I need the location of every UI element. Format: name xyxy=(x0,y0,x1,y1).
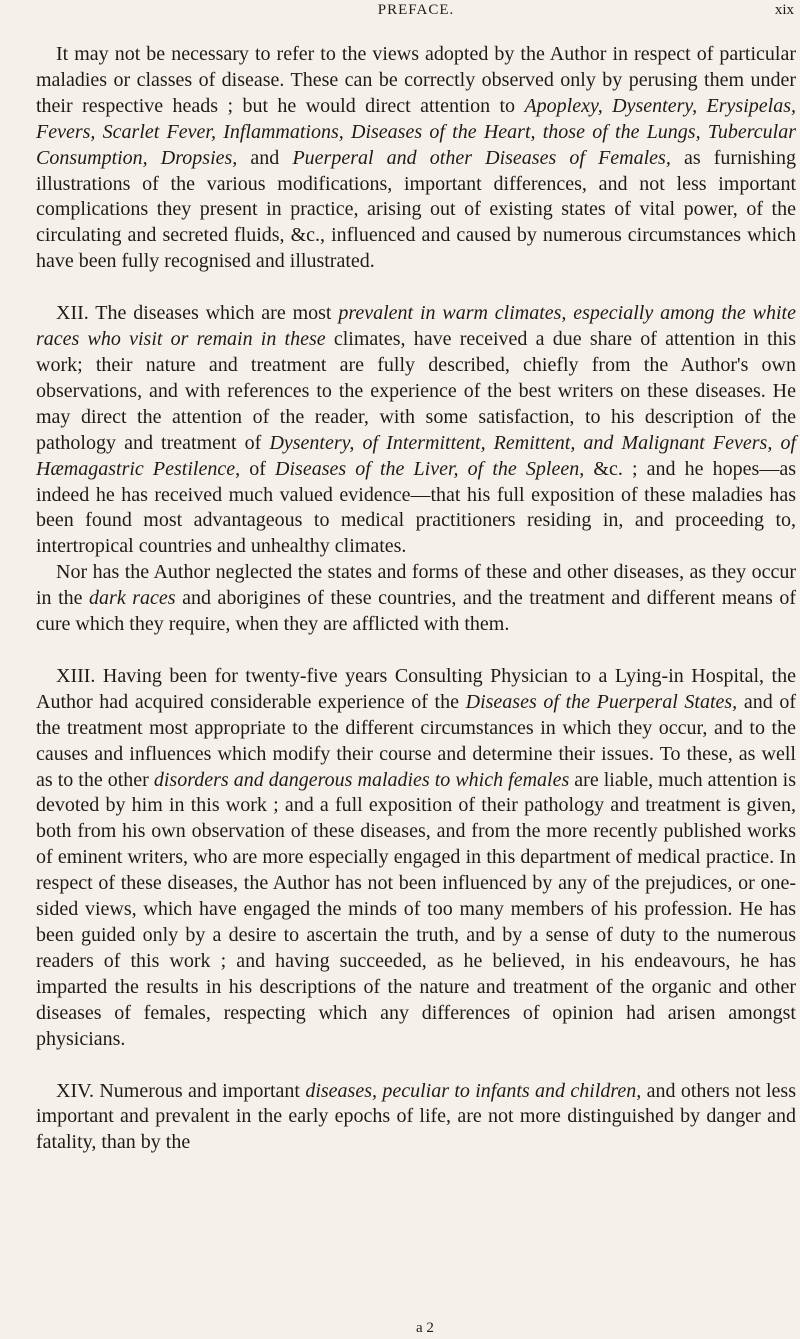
paragraph-section-xii xyxy=(36,301,796,560)
paragraph-dark-races xyxy=(36,560,796,638)
text-run: It may not be necessary to refer to the views adopted by the Author in respect of particular maladies or classes of disease. These can be correctly observed only by perusing them under their respective heads ; but he would direct attention to xyxy=(36,43,796,117)
text-run: and aborigines of these countries, and the treatment and different means of cure which they require, when they are afflicted with them. xyxy=(36,587,797,636)
italic-phrase: Puerperal and other Diseases of Females, xyxy=(292,146,671,169)
page-header xyxy=(36,2,796,32)
text-run: as furnishing illustrations of the various modifications, important differences, and not less important complications they present in practice, arising out of existing states of vital power, of the circulating and secreted fluids, &c., influenced and caused by numerous circumstances which have been fully recognised and illustrated. xyxy=(36,146,796,273)
paragraph-apoplexy xyxy=(36,42,796,275)
text-run: and others not less important and prevalent in the early epochs of life, are not more distinguished by danger and fatality, than by the xyxy=(36,1079,796,1154)
text-run: &c. ; and he hopes—as indeed he has received much valued evidence—that his full exposition of these maladies has been found most advantageous to medical practitioners residing in, and proceeding to, intertropical countries and unhealthy climates. xyxy=(36,457,796,558)
text-run: climates, have received a due share of attention in this work; their nature and treatment are fully described, chiefly from the Author's own observations, and with references to the experience of the best writers on these diseases. He may direct the attention of the reader, with some satisfaction, to his description of the pathology and treatment of xyxy=(36,328,796,454)
italic-phrase: Diseases of the Puerperal States, xyxy=(465,690,738,713)
running-title: PREFACE. xyxy=(377,2,455,18)
italic-phrase: Diseases of the Liver, of the Spleen, xyxy=(275,457,585,480)
text-run: and xyxy=(237,146,293,169)
italic-phrase: Dysentery, of Intermittent, Remittent, and Malignant Fevers, of Hæmagastric Pestilence, xyxy=(36,431,796,480)
italic-phrase: prevalent in warm climates, especially among the white races who visit or remain in these xyxy=(36,302,796,351)
text-run: XIII. Having been for twenty-five years Consulting Physician to a Lying-in Hospital, the Author had acquired considerable experience of the xyxy=(36,664,796,713)
paragraph-section-xiv xyxy=(36,1079,796,1157)
italic-phrase: dark races xyxy=(89,587,176,610)
italic-phrase: diseases, peculiar to infants and children, xyxy=(305,1079,642,1102)
text-run: are liable, much attention is devoted by him in this work ; and a full exposition of their pathology and treatment is given, both from his own observation of these diseases, and from the more recently published works of eminent writers, who are more especially engaged in this department of medical practice. In respect of these diseases, the Author has not been influenced by any of the prejudices, or one-sided views, which have engaged the minds of too many members of his profession. He has been guided only by a desire to ascertain the truth, and by a sense of duty to the numerous readers of this work ; and having succeeded, as he believed, in his endeavours, he has imparted the results in his descriptions of the nature and treatment of the organic and other diseases of females, respecting which any differences of opinion had arisen amongst physicians. xyxy=(36,768,797,1050)
paragraph-section-xiii xyxy=(36,664,796,1053)
italic-phrase: Apoplexy, Dysentery, Erysipelas, Fevers, Scarlet Fever, Inflammations, Diseases of the Heart, those of the Lungs, Tubercular Consumption, Dropsies, xyxy=(36,94,796,169)
text-run: and of the treatment most appropriate to the different circumstances in which they occur, and to the causes and influences which modify their course and determine their issues. To these, as well as to the other xyxy=(36,690,796,791)
italic-phrase: disorders and dangerous maladies to which females xyxy=(153,768,570,791)
text-run: XIV. Numerous and important xyxy=(56,1079,306,1102)
signature-mark: a 2 xyxy=(416,1320,434,1336)
body-text xyxy=(36,42,796,1156)
page-number: xix xyxy=(774,2,794,18)
text-run: of xyxy=(240,457,276,480)
text-run: Nor has the Author neglected the states and forms of these and other diseases, as they occur in the xyxy=(36,561,796,610)
text-run: XII. The diseases which are most xyxy=(56,302,339,325)
